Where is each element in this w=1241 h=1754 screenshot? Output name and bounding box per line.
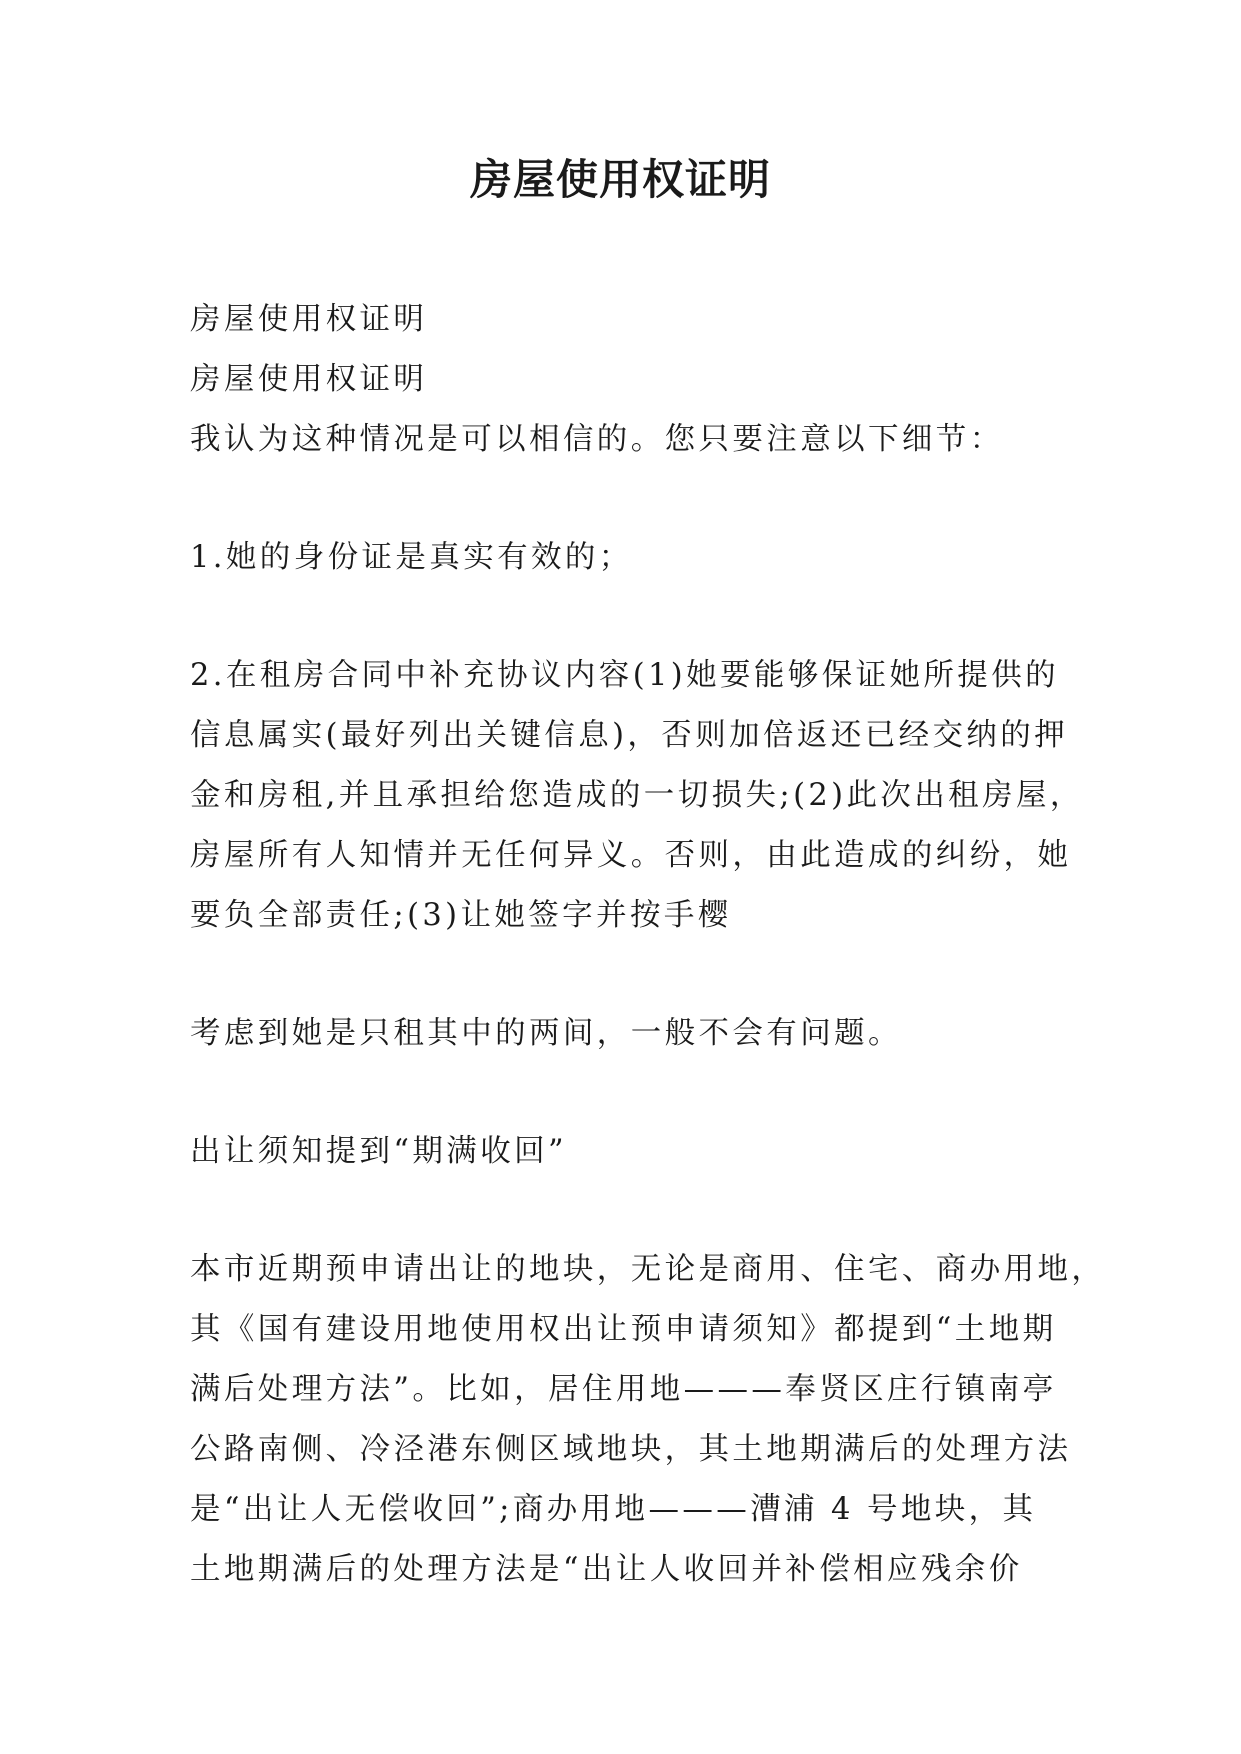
document-body <box>190 290 1106 1600</box>
section-heading: 出让须知提到“期满收回” <box>190 1134 567 1169</box>
paragraph-line: 我认为这种情况是可以相信的。您只要注意以下细节： <box>190 422 1004 457</box>
paragraph-spacer <box>190 946 1070 1004</box>
paragraph-line: 公路南侧、冷泾港东侧区域地块，其土地期满后的处理方法 <box>190 1432 1072 1467</box>
paragraph-line: 房屋使用权证明 <box>190 362 428 397</box>
paragraph-line: 是“出让人无偿收回”;商办用地———漕浦 4 号地块，其 <box>190 1492 1037 1527</box>
paragraph-line: 房屋使用权证明 <box>190 302 428 337</box>
paragraph-spacer <box>190 1182 1070 1240</box>
paragraph-line: 满后处理方法”。比如，居住用地———奉贤区庄行镇南亭 <box>190 1372 1057 1407</box>
paragraph-line: 金和房租,并且承担给您造成的一切损失;(2)此次出租房屋， <box>190 778 1084 813</box>
paragraph-line: 本市近期预申请出让的地块，无论是商用、住宅、商办用地， <box>190 1252 1106 1287</box>
paragraph-line: 1.她的身份证是真实有效的； <box>190 540 633 575</box>
paragraph-line: 信息属实(最好列出关键信息)，否则加倍返还已经交纳的押 <box>190 718 1069 753</box>
paragraph-line: 房屋所有人知情并无任何异义。否则，由此造成的纠纷，她 <box>190 838 1072 873</box>
paragraph-line: 其《国有建设用地使用权出让预申请须知》都提到“土地期 <box>190 1312 1057 1347</box>
document-title: 房屋使用权证明 <box>469 155 771 204</box>
paragraph-spacer <box>190 1064 1070 1122</box>
paragraph-spacer <box>190 470 1070 528</box>
paragraph-line: 2.在租房合同中补充协议内容(1)她要能够保证她所提供的 <box>190 658 1060 693</box>
paragraph-spacer <box>190 588 1070 646</box>
paragraph-line: 土地期满后的处理方法是“出让人收回并补偿相应残余价 <box>190 1552 1023 1587</box>
paragraph-line: 要负全部责任;(3)让她签字并按手樱 <box>190 898 732 933</box>
paragraph-line: 考虑到她是只租其中的两间，一般不会有问题。 <box>190 1016 902 1051</box>
